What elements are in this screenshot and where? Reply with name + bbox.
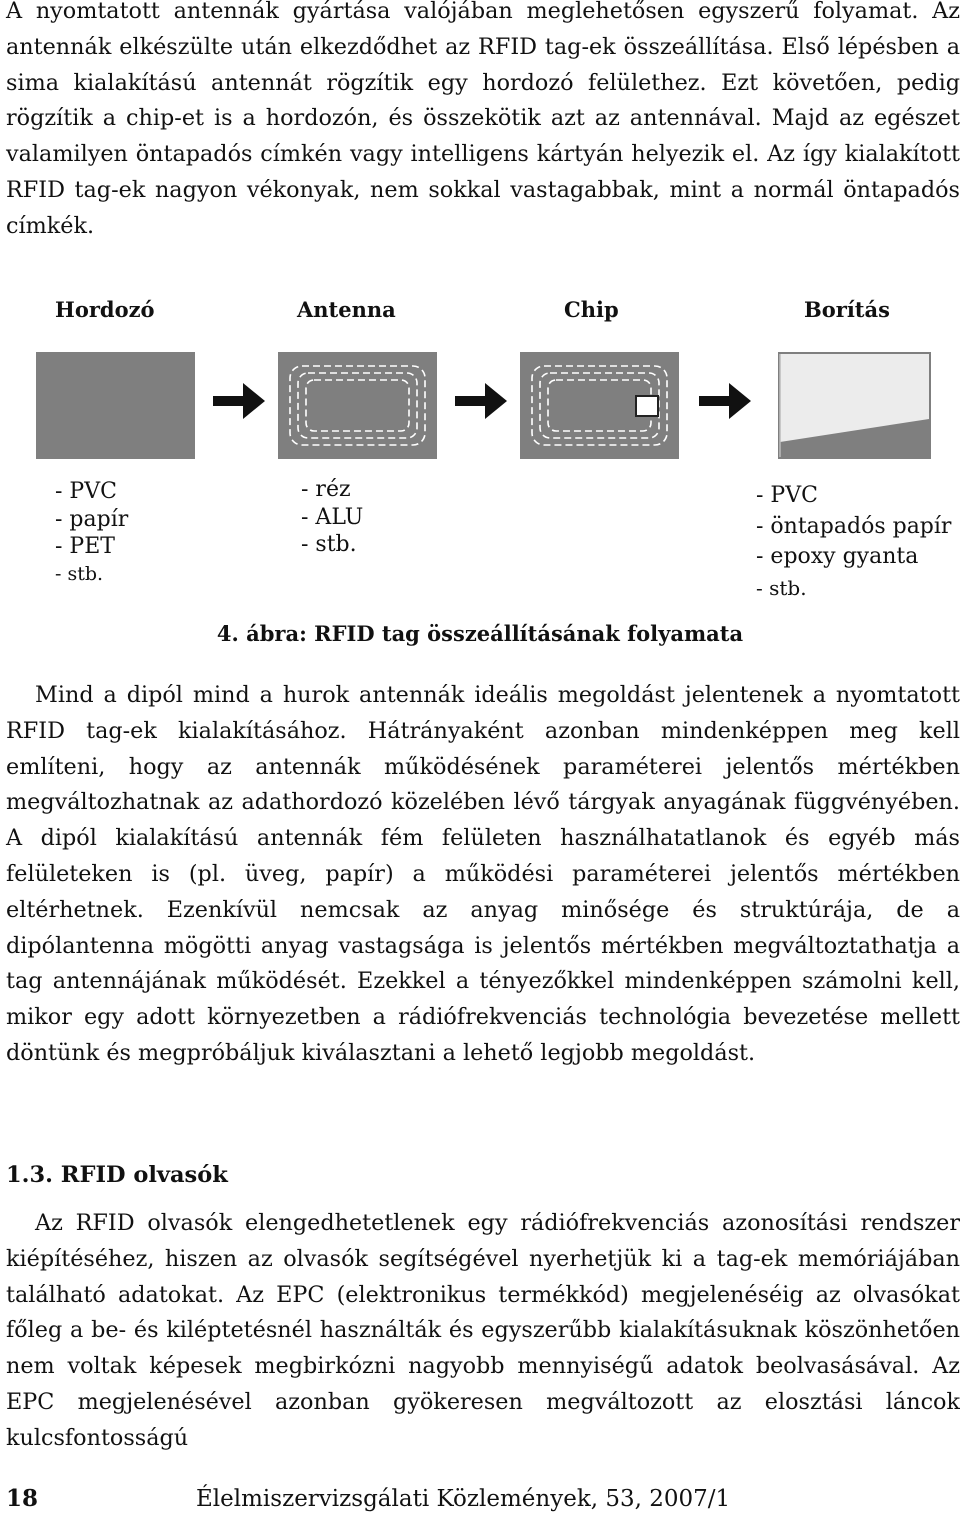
paragraph-rfid-readers: Az RFID olvasók elengedhetetlenek egy rádiófrekvenciás azonosítási rendszer kiépítéséhez, hiszen az olvasók segítségével nyerhetjük ki a tag-ek memóriájában található adatokat. Az EPC (elektronikus termékkód) megjelenéséig az olvasókat főleg a be- és kiléptetésnél használták és egyszerűbb kialakításuknak köszönhetően nem voltak képesek megbirkózni nagyobb mennyiségű adatok beolvasásával. Az EPC megjelenésével azonban gyökeresen megváltozott az elosztási láncok kulcsfontosságú: [6, 1210, 960, 1451]
antenna-with-chip-icon: [520, 352, 679, 459]
arrow-right-icon: [455, 377, 507, 425]
paragraph-intro: A nyomtatott antennák gyártása valójában meglehetősen egyszerű folyamat. Az antennák elkészülte után elkezdődhet az RFID tag-ek összeállítása. Első lépésben a sima kialakítású antennát rögzítik egy hordozó felülethez. Ezt követően, pedig rögzítik a chip-et is a hordozón, és összekötik azt az antennával. Majd az egészet valamilyen öntapadós címkén vagy intelligens kártyán helyezik el. Az így kialakított RFID tag-ek nagyon vékonyak, nem sokkal vastagabbak, mint a normál öntapadós címkék.: [6, 0, 960, 239]
journal-footer: Élelmiszervizsgálati Közlemények, 53, 2007/1: [196, 1486, 731, 1512]
material-item: - réz: [301, 477, 351, 502]
cover-layer-icon: [778, 352, 931, 459]
materials-antenna: [301, 476, 363, 559]
material-item: - stb.: [55, 562, 104, 585]
section-heading: 1.3. RFID olvasók: [6, 1162, 228, 1188]
material-item: - stb.: [301, 532, 357, 557]
arrow-right-icon: [699, 377, 751, 425]
material-item: - papír: [55, 506, 129, 532]
antenna-panel: [278, 352, 437, 459]
materials-boritas: [756, 481, 951, 603]
arrow-right-icon: [213, 377, 265, 425]
material-item: - PVC: [756, 483, 818, 508]
page-number: 18: [6, 1485, 39, 1512]
step-title-antenna: Antenna: [297, 297, 396, 322]
substrate-panel: [36, 352, 195, 459]
step-title-chip: Chip: [564, 297, 619, 322]
materials-hordozo: [55, 478, 128, 588]
paragraph-antenna-drawbacks: Mind a dipól mind a hurok antennák ideális megoldást jelentenek a nyomtatott RFID tag-ek kialakításához. Hátrányaként azonban mindenképpen meg kell említeni, hogy az antennák működésének paraméterei jelentős mértékben megváltozhatnak az adathordozó közelében lévő tárgyak anyagának függvényében. A dipól kialakítású antennák fém felületen használhatatlanok és egyéb más felületeken is (pl. üveg, papír) a működési paraméterei jelentős mértékben eltérhetnek. Ezenkívül nemcsak az anyag minősége és struktúrája, de a dipólantenna mögötti anyag vastagsága is jelentős mértékben megváltoztathatja a tag antennájának működését. Ezekkel a tényezőkkel mindenképpen számolni kell, mikor egy adott környezetben a rádiófrekvenciás technológia bevezetése mellett döntünk és megpróbáljuk kiválasztani a lehető legjobb megoldást.: [6, 682, 960, 1066]
rfid-assembly-figure: [36, 293, 956, 605]
material-item: - ALU: [301, 504, 364, 530]
material-item: - PVC: [55, 479, 117, 504]
step-title-boritas: Borítás: [804, 297, 890, 322]
cover-panel: [778, 352, 931, 459]
material-item: - öntapadós papír: [756, 513, 952, 539]
material-item: - PET: [55, 534, 115, 559]
material-item: - epoxy gyanta: [756, 544, 919, 569]
step-title-hordozo: Hordozó: [55, 297, 155, 322]
chip-panel: [520, 352, 679, 459]
antenna-loop-icon: [278, 352, 437, 459]
figure-caption: 4. ábra: RFID tag összeállításának folyamata: [216, 621, 744, 646]
material-item: - stb.: [756, 575, 807, 600]
